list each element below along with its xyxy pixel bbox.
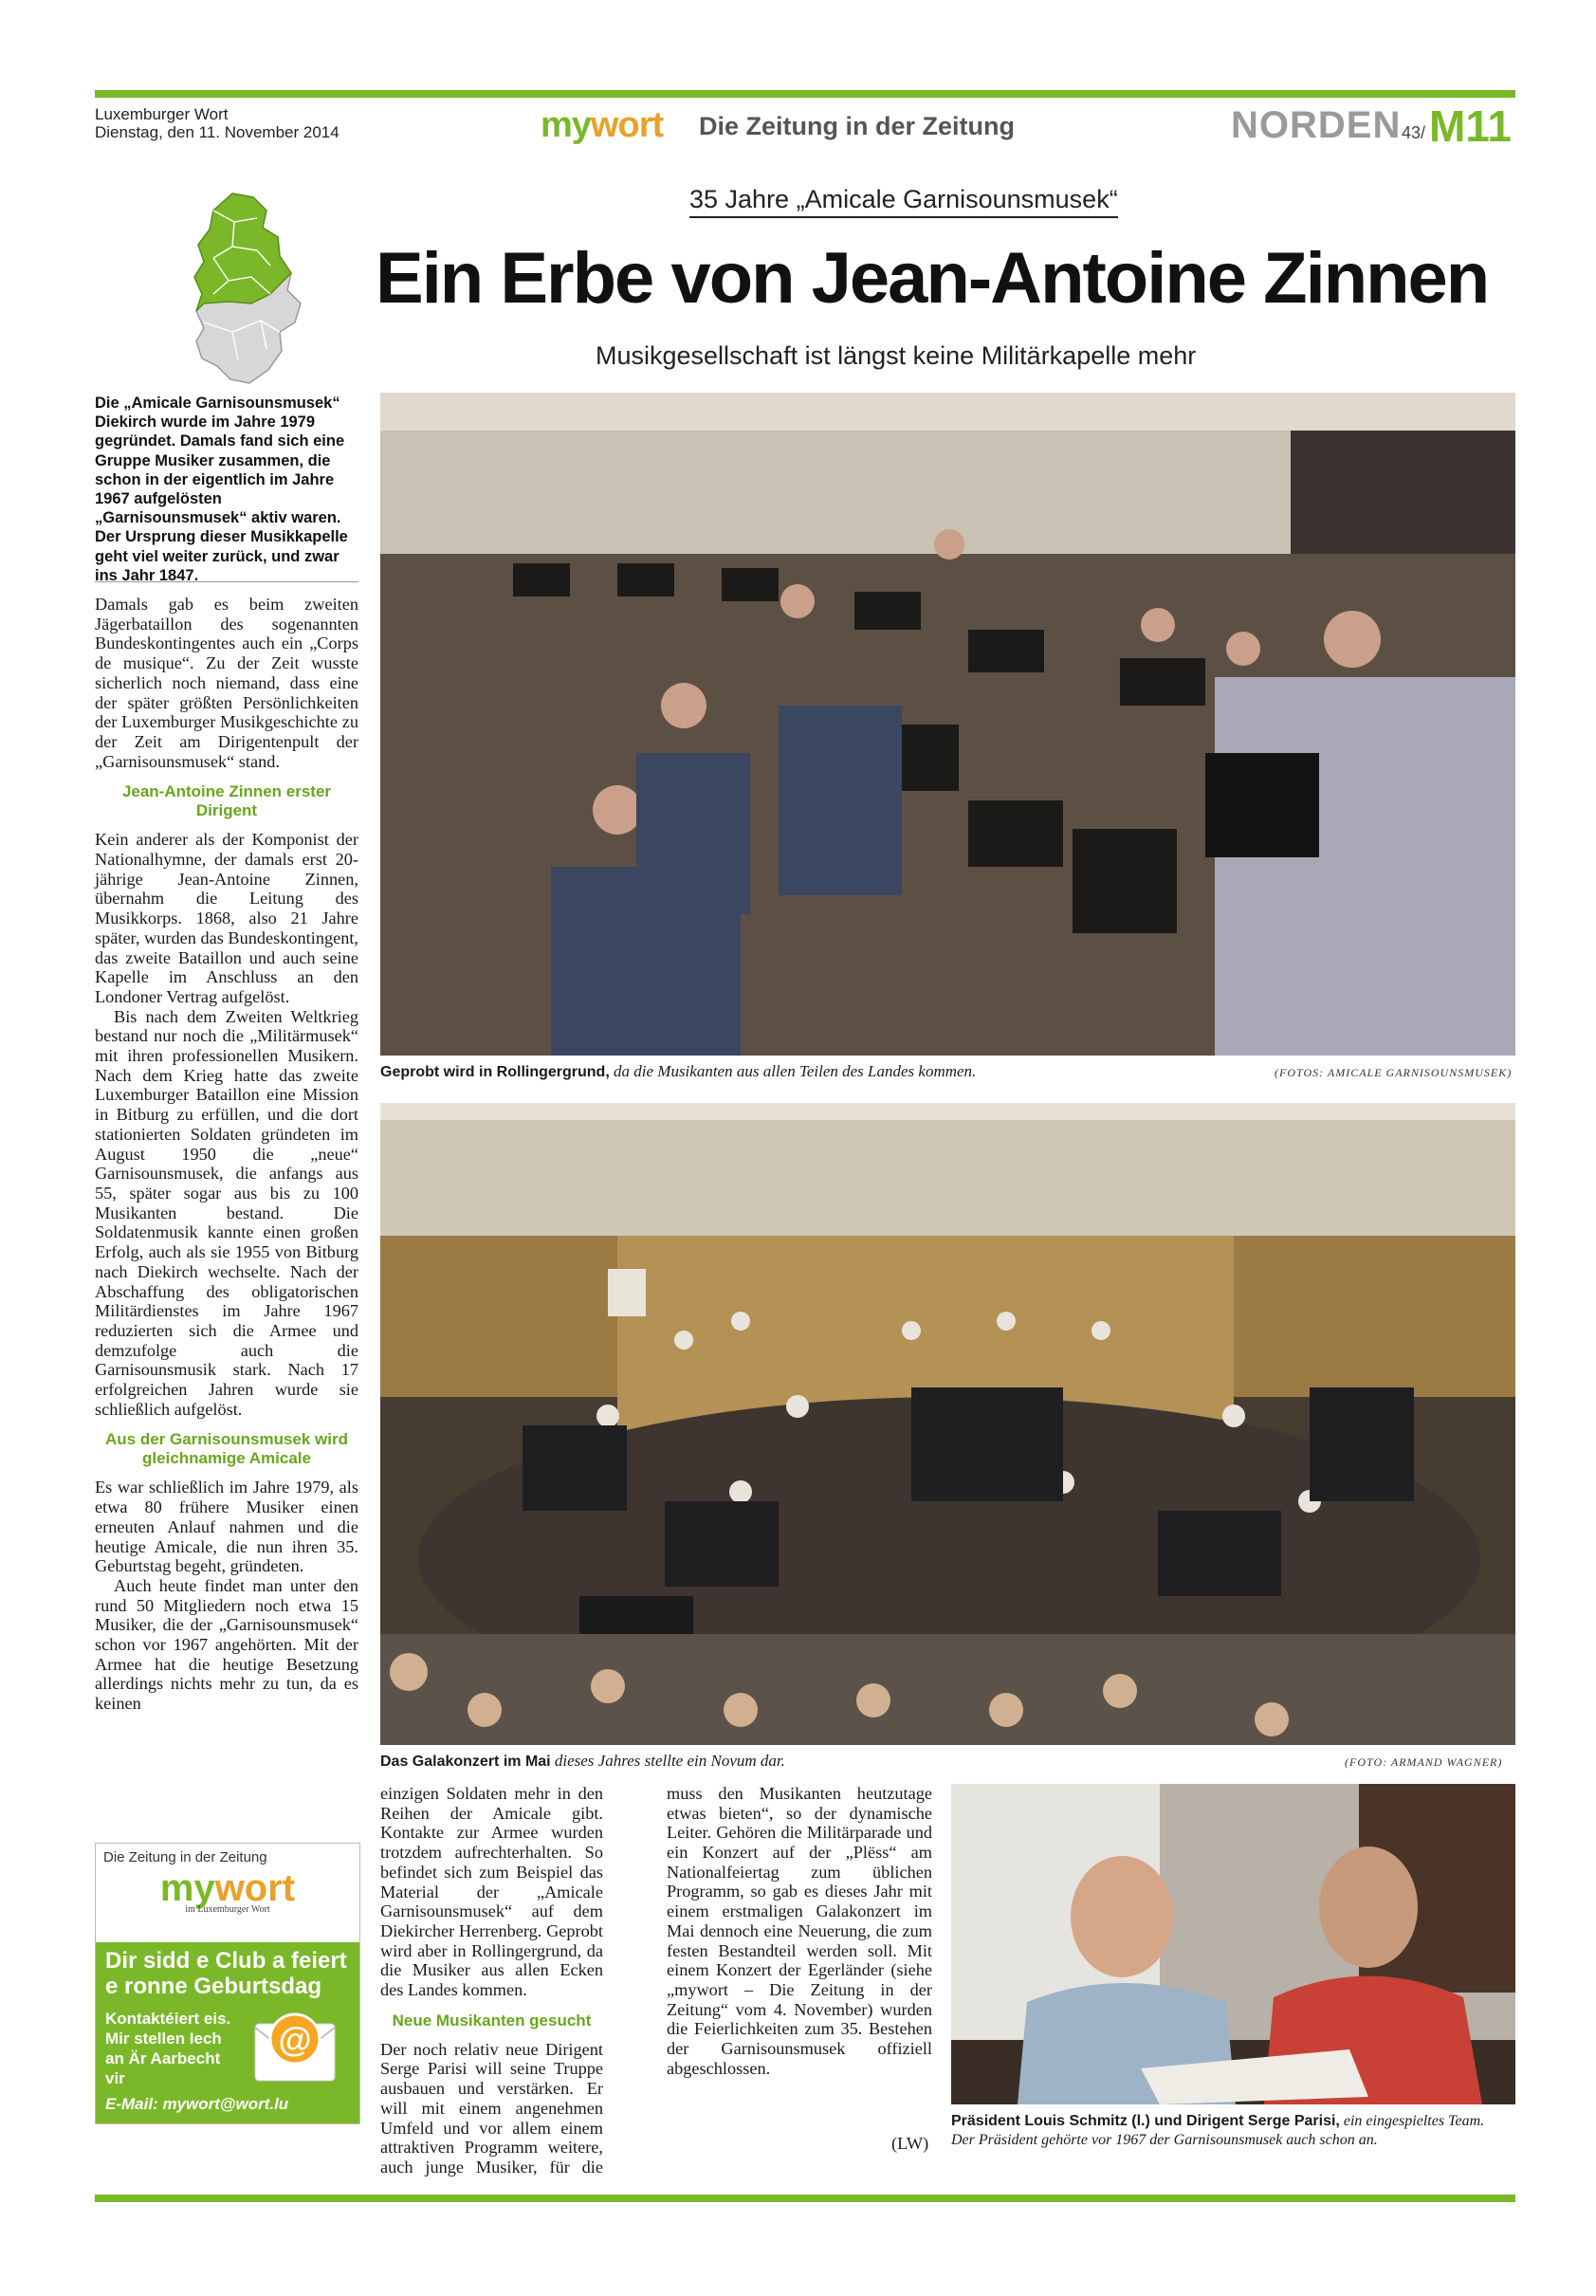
middle-column (380, 1784, 603, 2177)
ad-contact-text: Kontaktéiert eis. Mir stellen Iech an Är Aarbecht vir (105, 2010, 231, 2087)
paragraph-2: Kein anderer als der Komponist der Nationalhymne, der damals erst 20-jährige Jean-Antoine Zinnen, übernahm die Leitung des Musikkorps. 1868, also 21 Jahre später, wurden das Bundeskontingent, das zweite Bataillon und auch seine Kapelle im Anschluss an den Londoner Vertrag aufgelöst. (95, 830, 359, 1006)
lead-divider (95, 581, 358, 582)
paragraph-3: Bis nach dem Zweiten Weltkrieg bestand nur noch die „Militärmusek“ mit ihren professionellen Musikern. Nach dem Krieg hatte das zweite Luxemburger Bataillon eine Mission in Bitburg zu erfüllen, und die dort stationierten Soldaten gründeten im August 1950 die „neue“ Garnisounsmusek, die anfangs aus 55, später sogar aus bis zu 100 Musikanten bestand. Die Soldatenmusik kannte einen großen Erfolg, auch als sie 1955 von Bitburg nach Diekirch wechselte. Nach der Abschaffung des obligatorischen Militärdienstes im Jahre 1967 reduzierten sich die Armee und demzufolge auch die Garnisounsmusik stark. Nach 17 erfolgreichen Jahren wurde sie schließlich aufgelöst. (95, 1006, 358, 1419)
left-column (95, 595, 358, 1714)
page-number: 43/ (1402, 123, 1426, 142)
photo1-caption-bold: Geprobt wird in Rollingergrund, (380, 1064, 610, 1080)
paragraph-1: Damals gab es beim zweiten Jägerbataillon des sogenannten Bundeskontingentes auch ein „Corps de musique“. Zu der Zeit wusste sicherlich noch niemand, dass eine der später größten Persönlichkeiten der Luxemburger Musikgeschichte zu der Zeit am Dirigentenpult der „Garnisounsmusek“ stand. (95, 595, 358, 771)
envelope-icon (248, 2005, 342, 2086)
paragraph-7: Der noch relativ neue Dirigent Serge Parisi will seine Truppe ausbauen und verstärken. Er will mit einem angenehmen Umfeld und vor allem einem attraktiven Programm weitere, auch junge Musiker, für die (380, 2039, 603, 2177)
paragraph-5: Auch heute findet man unter den rund 50 Mitgliedern noch etwa 15 Musiker, die der „Garnisounsmusek“ schon vor 1967 angehörten. Mit der Armee hat die heutige Besetzung allerdings nichts mehr zu tun, da es keinen (95, 1575, 358, 1714)
paragraph-6: einzigen Soldaten mehr in den Reihen der Amicale gibt. Kontakte zur Armee wurden trotzdem aufrechterhalten. So befindet sich zum Beispiel das Material der „Amicale Garnisounsmusek“ auf dem Diekircher Herrenberg. Geprobt wird aber in Rollingergrund, da die Musiker aus allen Ecken des Landes kommen. (380, 1784, 603, 2000)
concert-photo (380, 1103, 1515, 1745)
issue-date: Dienstag, den 11. November 2014 (95, 123, 339, 141)
rehearsal-photo (380, 393, 1515, 1056)
article-headline: Ein Erbe von Jean-Antoine Zinnen (376, 238, 1489, 319)
ad-headline: Dir sidd e Club a feiert e ronne Geburtsdag (105, 1948, 347, 1999)
logo-wort: wort (590, 105, 664, 145)
ad-email[interactable]: E-Mail: mywort@wort.lu (105, 2095, 289, 2113)
map-icon (175, 190, 308, 389)
subheading-3: Neue Musikanten gesucht (392, 2011, 592, 2030)
ad-logo-my: my (159, 1867, 215, 1909)
paragraph-7-continued: muss den Musikanten heutzutage etwas bieten“, so der dynamische Leiter. Gehören die Militärparade und ein Konzert auf der „Plëss“ am Nationalfeiertag zum üblichen Programm, so gab es dieses Jahr mit einem erstmaligen Galakonzert im Mai dennoch eine Neuerung, die zum festen Bestandteil werden soll. Mit einem Konzert der Egerländer (siehe „mywort – Die Zeitung in der Zeitung“ vom 4. November) wurden die Feierlichkeiten zum 35. Bestehen der Garnisounsmusek offiziell abgeschlossen. (667, 1784, 932, 2078)
photo3-caption-text: ein eingespieltes Team. (1343, 2113, 1485, 2129)
paper-name: Luxemburger Wort (95, 105, 229, 123)
photo2-caption-text: dieses Jahres stellte ein Novum dar. (554, 1752, 785, 1770)
photo1-caption (380, 1062, 976, 1082)
mywort-ad (95, 1843, 360, 2124)
mywort-logo (541, 105, 663, 146)
photo3-caption (951, 2112, 1484, 2150)
rehearsal-image (380, 393, 1515, 1056)
section-label: M11 (1429, 101, 1512, 151)
subheading-1: Jean-Antoine Zinnen erster Dirigent (121, 782, 332, 820)
logo-my: my (541, 105, 591, 145)
photo2-caption (380, 1752, 785, 1772)
article-kicker: 35 Jahre „Amicale Garnisounsmusek“ (689, 185, 1118, 218)
portrait-photo (951, 1784, 1515, 2104)
region-label: NORDEN (1231, 104, 1402, 146)
article-subhead: Musikgesellschaft ist längst keine Militärkapelle mehr (596, 341, 1197, 370)
paragraph-4: Es war schließlich im Jahre 1979, als etwa 80 frühere Musiker einen erneuten Anlauf nahmen und die heutige Amicale, die nun ihren 35. Geburtstag begeht, gründeten. (95, 1478, 358, 1576)
subheading-2: Aus der Garnisounsmusek wird gleichnamige Amicale (104, 1430, 348, 1468)
ad-logo-wort: wort (214, 1867, 296, 1909)
luxembourg-map (175, 190, 308, 389)
photo3-caption-text-2: Der Präsident gehörte vor 1967 der Garnisounsmusek auch schon an. (951, 2132, 1378, 2148)
photo3-caption-bold: Präsident Louis Schmitz (l.) und Dirigent Serge Parisi, (951, 2113, 1340, 2129)
right-column (667, 1784, 932, 2157)
header-meta (95, 105, 339, 141)
top-rule (95, 90, 1515, 98)
photo1-credit: (FOTOS: AMICALE GARNISOUNSMUSEK) (1275, 1066, 1513, 1079)
signature: (LW) (891, 2134, 929, 2153)
photo1-caption-text: da die Musikanten aus allen Teilen des Landes kommen. (614, 1062, 977, 1080)
ad-green-panel (96, 1942, 359, 2123)
photo2-caption-bold: Das Galakonzert im Mai (380, 1754, 551, 1770)
ad-subline: im Luxemburger Wort (185, 1904, 270, 1915)
photo2-credit: (FOTO: ARMAND WAGNER) (1345, 1755, 1503, 1769)
at-symbol: @ (278, 2020, 312, 2059)
header-tagline: Die Zeitung in der Zeitung (699, 112, 1015, 140)
ad-top-text: Die Zeitung in der Zeitung (103, 1849, 267, 1865)
article-lead: Die „Amicale Garnisounsmusek“ Diekirch wurde im Jahre 1979 gegründet. Damals fand sich eine Gruppe Musiker zusammen, die schon in der eigentlich im Jahre 1967 aufgelösten „Garnisounsmusek“ aktiv waren. Der Ursprung dieser Musikkapelle geht viel weiter zurück, und zwar ins Jahr 1847. (95, 395, 348, 584)
portrait-image (951, 1784, 1515, 2104)
bottom-rule (95, 2195, 1515, 2202)
concert-image (380, 1103, 1515, 1745)
